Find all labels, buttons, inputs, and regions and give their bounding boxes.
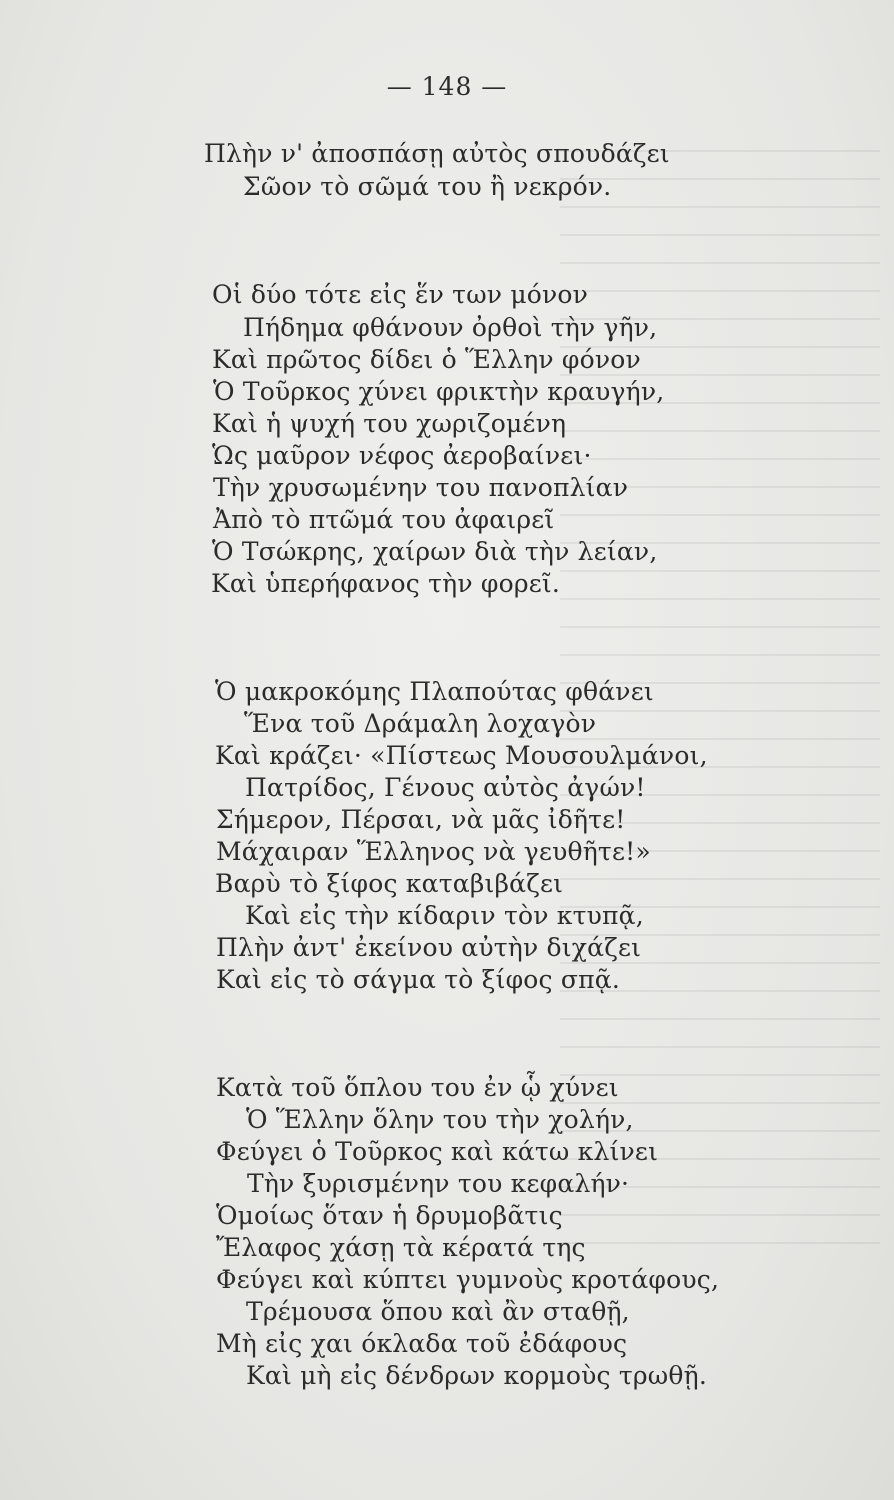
verse-line: Μάχαιραν Ἕλληνος νὰ γευθῆτε!» [216, 837, 651, 866]
verse-line: Ὁμοίως ὅταν ἡ δρυμοβᾶτις [216, 1201, 563, 1230]
verse-line: Φεύγει καὶ κύπτει γυμνοὺς κροτάφους, [216, 1265, 720, 1294]
verse-line: Καὶ πρῶτος δίδει ὁ Ἕλλην φόνον [212, 345, 641, 374]
verse-line: Καὶ εἰς τὴν κίδαριν τὸν κτυπᾷ, [245, 901, 644, 930]
verse-line: Πλὴν ν' ἀποσπάσῃ αὐτὸς σπουδάζει [204, 139, 670, 168]
verse-line: Ἀπὸ τὸ πτῶμά του ἀφαιρεῖ [213, 505, 555, 534]
verse-line: Βαρὺ τὸ ξίφος καταβιβάζει [215, 869, 564, 898]
verse-line: Τρέμουσα ὅπου καὶ ἂν σταθῇ, [246, 1297, 630, 1326]
verse-line: Ἔλαφος χάσῃ τὰ κέρατά της [216, 1233, 586, 1262]
verse-line: Ὡς μαῦρον νέφος ἀεροβαίνει· [212, 441, 592, 470]
verse-line: Φεύγει ὁ Τοῦρκος καὶ κάτω κλίνει [216, 1137, 659, 1166]
verse-line: Ὁ μακροκόμης Πλαπούτας φθάνει [215, 677, 654, 706]
verse-line: Ὁ Τσώκρης, χαίρων διὰ τὴν λείαν, [212, 537, 658, 566]
verse-line: Οἱ δύο τότε εἰς ἕν των μόνον [212, 280, 589, 309]
verse-line: Σῶον τὸ σῶμά του ἢ νεκρόν. [243, 172, 612, 201]
verse-line: Καὶ ὑπερήφανος τὴν φορεῖ. [211, 569, 561, 598]
page-number: — 148 — [386, 72, 508, 101]
verse-line: Τὴν ξυρισμένην του κεφαλήν· [247, 1169, 630, 1198]
verse-line: Πήδημα φθάνουν ὀρθοὶ τὴν γῆν, [243, 313, 658, 342]
verse-line: Σήμερον, Πέρσαι, νὰ μᾶς ἰδῆτε! [216, 805, 626, 834]
verse-line: Ὁ Τοῦρκος χύνει φρικτὴν κραυγήν, [213, 377, 665, 406]
verse-line: Ἕνα τοῦ Δράμαλη λοχαγὸν [244, 709, 597, 738]
verse-line: Καὶ ἡ ψυχή του χωριζομένη [212, 409, 567, 438]
verse-line: Πλὴν ἀντ' ἐκείνου αὐτὴν διχάζει [216, 933, 642, 962]
verse-line: Καὶ εἰς τὸ σάγμα τὸ ξίφος σπᾷ. [216, 965, 621, 994]
verse-line: Καὶ μὴ εἰς δένδρων κορμοὺς τρωθῇ. [246, 1361, 707, 1390]
verse-line: Πατρίδος, Γένους αὐτὸς ἀγών! [245, 773, 646, 802]
verse-line: Ὁ Ἕλλην ὅλην του τὴν χολήν, [246, 1105, 634, 1134]
verse-line: Κατὰ τοῦ ὅπλου του ἐν ᾧ χύνει [216, 1073, 619, 1102]
verse-line: Καὶ κράζει· «Πίστεως Μουσουλμάνοι, [215, 741, 708, 770]
verse-line: Μὴ εἰς χαι όκλαδα τοῦ ἐδάφους [216, 1329, 628, 1358]
verse-line: Τὴν χρυσωμένην του πανοπλίαν [213, 473, 629, 502]
